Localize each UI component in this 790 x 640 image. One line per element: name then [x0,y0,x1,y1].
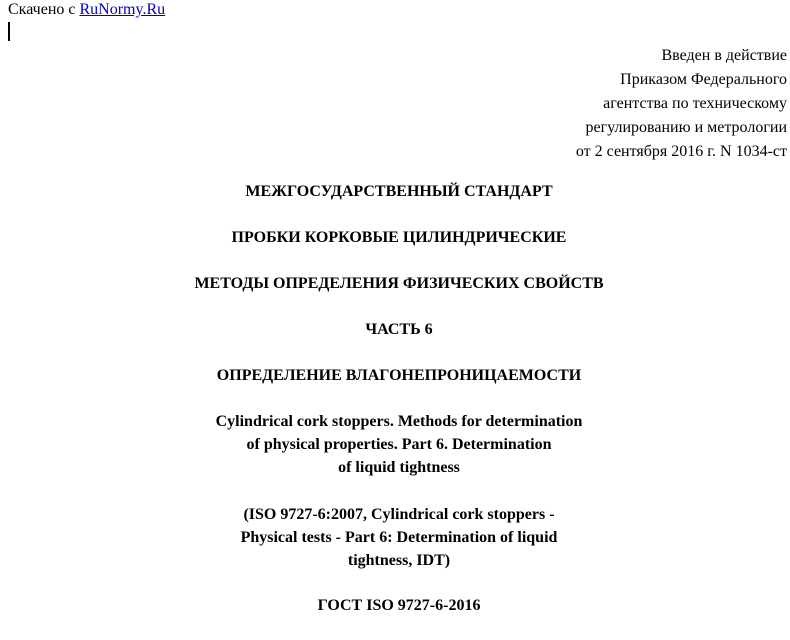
enactment-line: от 2 сентября 2016 г. N 1034-ст [575,143,787,160]
document-subtitle: МЕТОДЫ ОПРЕДЕЛЕНИЯ ФИЗИЧЕСКИХ СВОЙСТВ [194,275,604,292]
part-title: ОПРЕДЕЛЕНИЕ ВЛАГОНЕПРОНИЦАЕМОСТИ [216,367,582,384]
source-line [8,0,165,20]
iso-reference-line: Physical tests - Part 6: Determination of liquid [240,529,558,546]
part-heading: ЧАСТЬ 6 [365,321,433,338]
standard-code: ГОСТ ISO 9727-6-2016 [317,597,481,614]
english-title [0,410,790,479]
enactment-line: регулированию и метрологии [585,119,787,136]
enactment-line: агентства по техническому [603,95,787,112]
iso-reference [0,503,790,572]
iso-reference-line: (ISO 9727-6:2007, Cylindrical cork stoppers - [243,506,555,523]
document-title: ПРОБКИ КОРКОВЫЕ ЦИЛИНДРИЧЕСКИЕ [231,229,567,246]
source-link[interactable]: RuNormy.Ru [79,1,166,18]
source-prefix: Скачено с [8,1,80,18]
english-title-line: of liquid tightness [338,459,460,476]
english-title-line: of physical properties. Part 6. Determination [246,436,552,453]
iso-reference-line: tightness, IDT) [347,552,451,569]
standard-type-heading: МЕЖГОСУДАРСТВЕННЫЙ СТАНДАРТ [245,183,553,200]
enactment-line: Введен в действие [661,47,787,64]
english-title-line: Cylindrical cork stoppers. Methods for determination [215,413,583,430]
enactment-line: Приказом Федерального [620,71,787,88]
text-cursor [8,22,10,41]
enactment-block [576,44,787,164]
